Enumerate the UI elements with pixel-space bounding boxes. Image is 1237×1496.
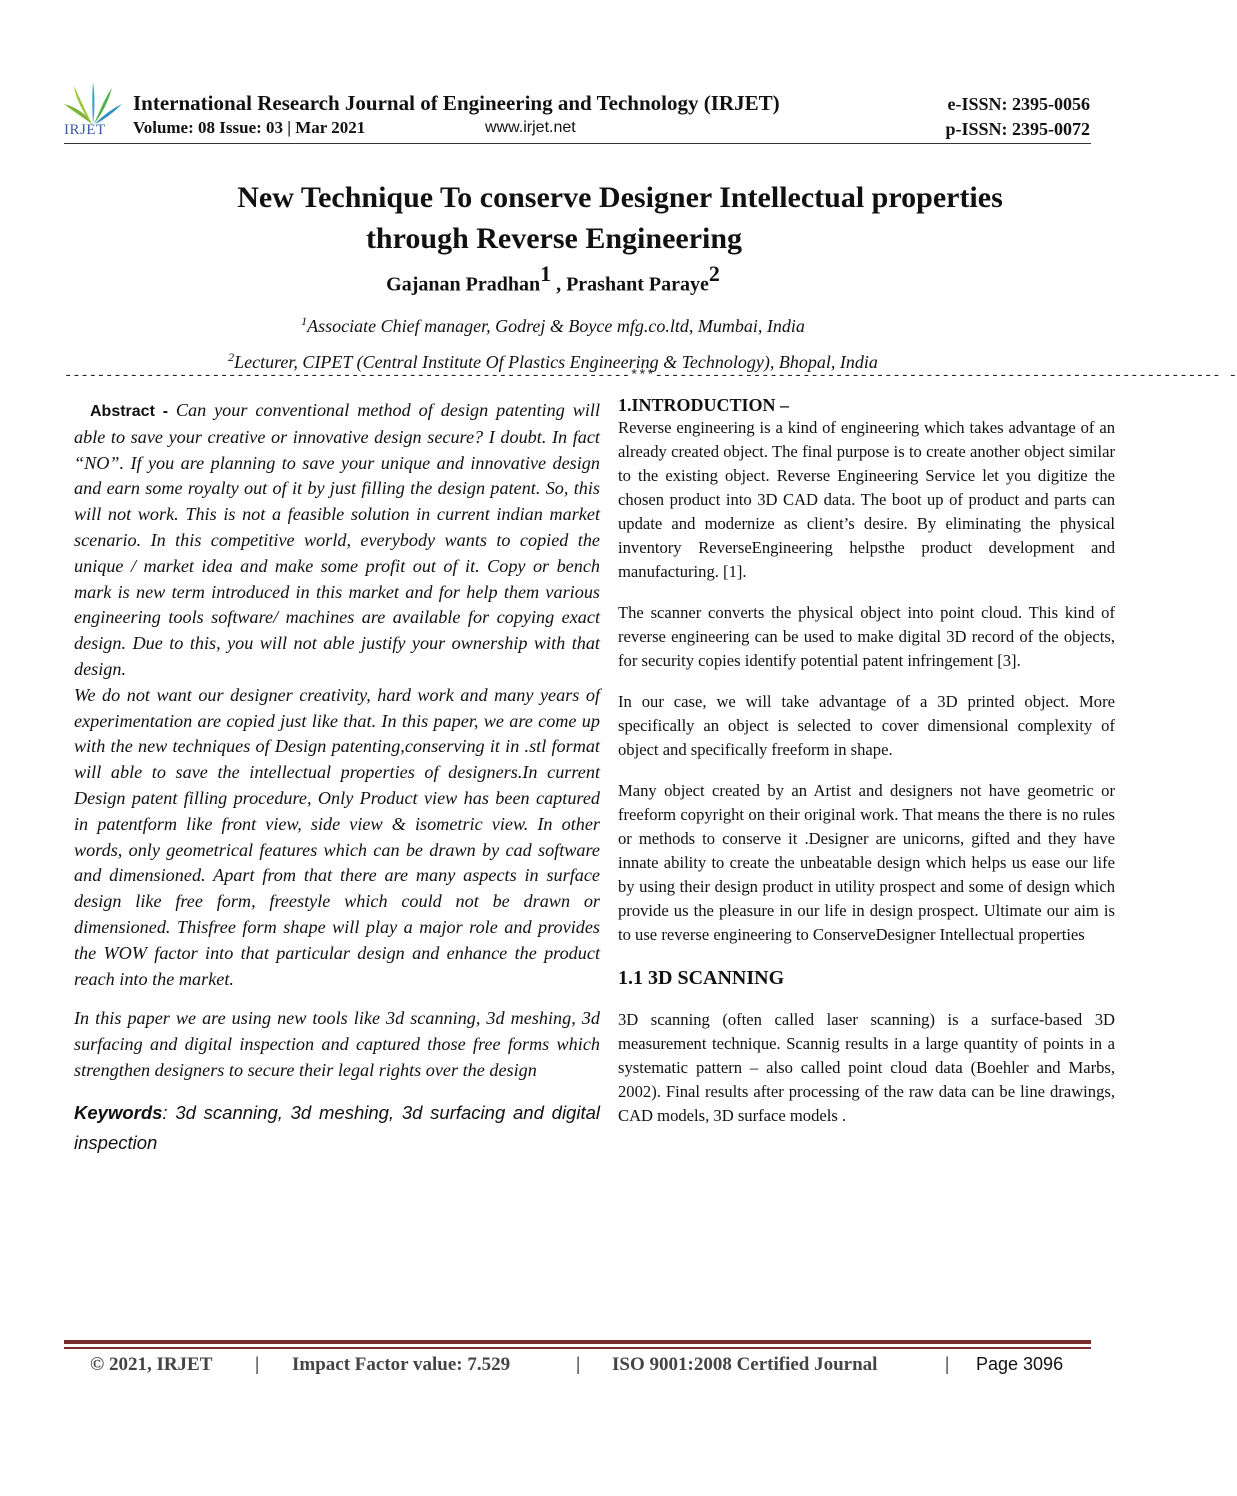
footer-separator: | xyxy=(255,1354,260,1375)
affiliation-2-text: Lecturer, CIPET (Central Institute Of Plastics Engineering & Technology), Bhopal, India xyxy=(234,352,878,372)
introduction-heading: 1.INTRODUCTION – xyxy=(618,395,790,415)
footer-page-number: Page 3096 xyxy=(976,1354,1064,1374)
leaf-icon xyxy=(62,82,124,126)
footer-separator: | xyxy=(945,1354,950,1375)
intro-para-3: In our case, we will take advantage of a 3D printed object. More specifically an object is selected to cover dimensional complexity of object and specifically freeform in shape. xyxy=(618,692,1115,759)
footer-rule-thick xyxy=(64,1340,1091,1344)
author-separator: , xyxy=(551,273,567,296)
footer xyxy=(0,1354,1156,1378)
volume-issue: Volume: 08 Issue: 03 | Mar 2021 xyxy=(133,118,366,137)
authors xyxy=(0,263,1106,297)
intro-para-1: Reverse engineering is a kind of engineering which takes advantage of an already created object. The final purpose is to create another object similar to the existing object. Reverse Engineering Service let you digitize the chosen product into 3D CAD data. The boot up of product and parts can update and modernize as client’s desire. By eliminating the physical inventory ReverseEngineering helpsthe product development and manufacturing. [1]. xyxy=(618,418,1115,581)
website-link[interactable]: www.irjet.net xyxy=(485,119,576,136)
affiliation-1-text: Associate Chief manager, Godrej & Boyce mfg.co.ltd, Mumbai, India xyxy=(307,316,805,336)
paper-title-line-2: through Reverse Engineering xyxy=(365,222,743,255)
p-issn: p-ISSN: 2395-0072 xyxy=(945,119,1090,139)
scanning-para-1: 3D scanning (often called laser scanning) is a surface-based 3D measurement technique. Scannig results in a large quantity of points in a systematic pattern – also called point cloud data (Boehler and Marbs, 2002). Final results after processing of the raw data can be line drawings, CAD models, 3D surface models . xyxy=(618,1010,1115,1125)
logo-text: IRJET xyxy=(64,122,106,138)
intro-para-2: The scanner converts the physical object into point cloud. This kind of reverse engineering can be used to make digital 3D record of the objects, for security copies identify potential patent infringement [3]. xyxy=(618,603,1115,670)
abstract-para-2: We do not want our designer creativity, hard work and many years of experimentation are copied just like that. In this paper, we are come up with the new techniques of Design patenting,conserving it in .stl format will able to save the intellectual properties of designers.In current Design patent filling procedure, Only Product view has been captured in patentform like front view, side view & isometric view. In other words, only geometrical features which can be drawn by cad software and dimensioned. Apart from that there are many aspects in surface design like free form, freestyle which could not be drawn or dimensioned. Thisfree form shape will play a major role and provides the WOW factor into that particular design and enhance the product reach into the market. xyxy=(74,684,600,989)
footer-separator: | xyxy=(576,1354,581,1375)
affiliation-1 xyxy=(0,314,1106,337)
e-issn: e-ISSN: 2395-0056 xyxy=(947,94,1090,114)
footer-copyright: © 2021, IRJET xyxy=(90,1354,213,1375)
author-2-sup: 2 xyxy=(708,261,720,286)
right-column xyxy=(618,394,1115,1145)
intro-para-4: Many object created by an Artist and designers not have geometric or freeform copyright on their original work. That means the there is no rules or methods to conserve it .Designer are unicorns, gifted and they have innate ability to create the unbeatable design which helps us ease our life by using their design product in utility prospect and some of design which provide us the pleasure in our life in design prospect. Ultimate our aim is to use reverse engineering to ConserveDesigner Intellectual properties xyxy=(618,781,1115,944)
author-2: Prashant Paraye xyxy=(566,273,709,296)
footer-iso: ISO 9001:2008 Certified Journal xyxy=(612,1354,878,1375)
left-column xyxy=(74,398,600,1158)
author-1-sup: 1 xyxy=(540,261,552,286)
section-separator: ---------------------------------------------------------------------***--------------------------------------------------------------------- - xyxy=(64,368,1237,384)
abstract xyxy=(74,398,600,1084)
abstract-para-1: Can your conventional method of design patenting will able to save your creative or innovative design secure? I doubt. In fact “NO”. If you are planning to save your unique and innovative design and earn some royalty out of it by just filling the design patent. So, this will not work. This is not a feasible solution in current indian market scenario. In this competitive world, everybody wants to copied the unique / market idea and make some profit out of it. Copy or bench mark is new term introduced in this market and for help them various engineering tools software/ machines are available for copying exact design. Due to this, you will not able justify your ownership with that design. xyxy=(74,400,600,679)
author-1: Gajanan Pradhan xyxy=(386,273,541,296)
keywords-label: Keywords xyxy=(74,1101,163,1123)
keywords xyxy=(74,1098,600,1158)
abstract-para-3: In this paper we are using new tools like 3d scanning, 3d meshing, 3d surfacing and digital inspection and captured those free forms which strengthen designers to secure their legal rights over the design xyxy=(74,1008,600,1080)
affiliation-1-sup: 1 xyxy=(301,314,308,328)
keywords-text: : 3d scanning, 3d meshing, 3d surfacing and digital inspection xyxy=(74,1101,600,1153)
paper-title-line-1: New Technique To conserve Designer Intellectual properties xyxy=(237,181,1003,214)
footer-rule-thin xyxy=(64,1347,1091,1349)
affiliation-2-sup: 2 xyxy=(228,350,235,364)
header-divider xyxy=(64,143,1091,144)
footer-impact-factor: Impact Factor value: 7.529 xyxy=(292,1354,511,1375)
abstract-label: Abstract - xyxy=(90,403,176,420)
scanning-heading: 1.1 3D SCANNING xyxy=(618,967,785,989)
journal-title: International Research Journal of Engineering and Technology (IRJET) xyxy=(133,91,780,115)
